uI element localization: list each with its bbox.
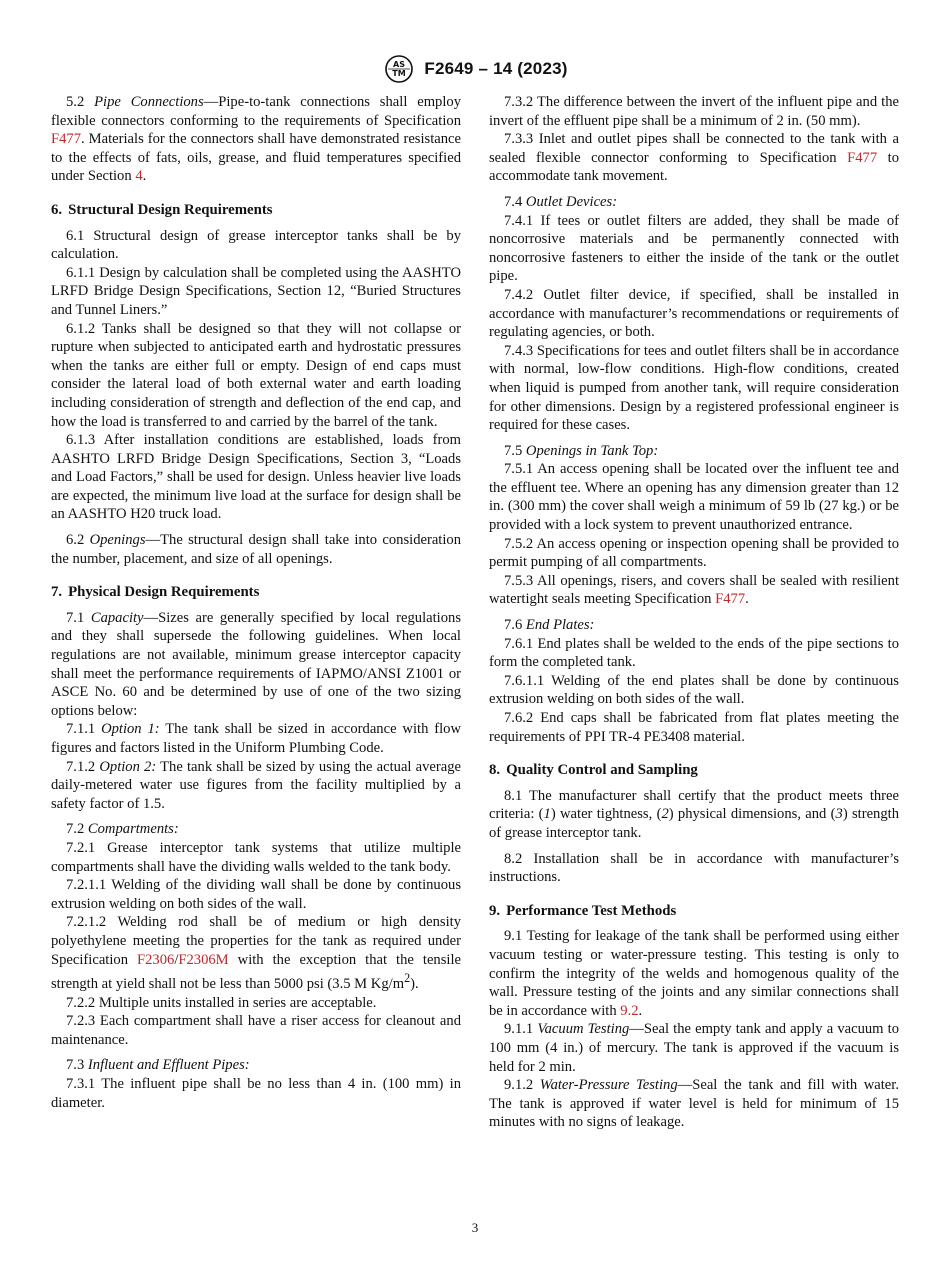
section-7-3: 7.3 Influent and Effluent Pipes:: [66, 1057, 250, 1074]
section-7-6-2: 7.6.2 End caps shall be fabricated from flat plates meeting the requirements of PPI TR-4 PE3408 material.: [489, 710, 899, 745]
section-7-2-3: 7.2.3 Each compartment shall have a riser access for cleanout and maintenance.: [51, 1013, 461, 1048]
page-header: [0, 54, 950, 84]
section-8-1: 8.1 The manufacturer shall certify that the product meets three criteria: (1) water tightness, (2) physical dimensions, and (3) strength of grease interceptor tank.: [489, 787, 899, 841]
link-f477[interactable]: F477: [51, 131, 82, 148]
section-7-5-1: 7.5.1 An access opening shall be located over the influent tee and the effluent tee. Where an opening has any dimension greater than 12 in. (300 mm) the cover shall weigh a minimum of 59 lb (27 kg.) or be provided with a lock system to prevent unauthorized entrance.: [489, 461, 899, 534]
left-column: [51, 93, 461, 1112]
right-column: [489, 93, 899, 1132]
svg-text:AS: AS: [393, 60, 406, 69]
heading-section-7: 7. Physical Design Requirements: [51, 584, 260, 601]
section-7-6-1: 7.6.1 End plates shall be welded to the ends of the pipe sections to form the completed tank.: [489, 635, 899, 671]
section-7-4-2: 7.4.2 Outlet filter device, if specified, shall be installed in accordance with manufacturer’s recommendations or requirements of regulating agencies, or both.: [489, 286, 899, 341]
link-section-4[interactable]: 4: [135, 168, 143, 185]
section-7-6-1-1: 7.6.1.1 Welding of the end plates shall be done by continuous extrusion welding on both sides of the wall.: [489, 672, 899, 708]
link-f2306m[interactable]: F2306M: [178, 951, 229, 968]
link-f2306[interactable]: F2306: [137, 951, 175, 968]
document-designation: F2649 – 14 (2023): [424, 59, 568, 78]
link-f477[interactable]: F477: [715, 591, 746, 608]
section-6-1-2: 6.1.2 Tanks shall be designed so that they will not collapse or rupture when subjected to anticipated earth and hydrostatic pressures when the tanks are either full or empty. Design of end caps must consider the lateral load of both external water and earth loading including consideration of strength and deflection of the end cap, and how the load is transferred to and carried by the barrel of the tank.: [51, 320, 461, 430]
heading-section-9: 9. Performance Test Methods: [489, 902, 677, 919]
section-7-4: 7.4 Outlet Devices:: [504, 193, 618, 210]
section-6-1: 6.1 Structural design of grease interceptor tanks shall be by calculation.: [51, 227, 461, 263]
section-6-1-3: 6.1.3 After installation conditions are established, loads from AASHTO LRFD Bridge Design Specifications, Section 3, “Loads and Load Factors,” shall be used for design. Unless heavier live loads are expected, the minimum live load at the surface for design shall be an AASHTO H20 truck load.: [51, 432, 461, 523]
section-6-2: 6.2 Openings—The structural design shall take into consideration the number, placement, and size of all openings.: [51, 532, 462, 567]
heading-section-8: 8. Quality Control and Sampling: [489, 762, 698, 779]
section-7-1-1: 7.1.1 Option 1: The tank shall be sized in accordance with flow figures and factors listed in the Uniform Plumbing Code.: [51, 721, 461, 756]
section-7-5-3: 7.5.3 All openings, risers, and covers shall be sealed with resilient watertight seals meeting Specification F477.: [489, 572, 899, 608]
astm-logo-icon: [382, 54, 416, 84]
section-7-3-1: 7.3.1 The influent pipe shall be no less than 4 in. (100 mm) in diameter.: [51, 1075, 461, 1111]
section-5-2: 5.2 Pipe Connections—Pipe-to-tank connections shall employ flexible connectors conforming to the requirements of Specification F477. Materials for the connectors shall have demonstrated resistance to the effects of fats, oils, grease, and fluid temperatures specified under Section 4.: [51, 94, 461, 185]
section-7-5: 7.5 Openings in Tank Top:: [504, 442, 659, 459]
section-7-2-2: 7.2.2 Multiple units installed in series are acceptable.: [66, 994, 377, 1011]
page-number: 3: [471, 1220, 479, 1235]
section-7-4-3: 7.4.3 Specifications for tees and outlet filters shall be in accordance with normal, low-flow conditions. High-flow conditions, created when liquid is pumped from another tank, will require consideration for other dimensions. Design by a registered professional engineer is required for these cases.: [489, 342, 899, 434]
section-7-2-1-1: 7.2.1.1 Welding of the dividing wall shall be done by continuous extrusion welding on both sides of the wall.: [51, 877, 461, 912]
link-section-9-2[interactable]: 9.2: [620, 1002, 639, 1019]
section-9-1: 9.1 Testing for leakage of the tank shall be performed using either vacuum testing or water-pressure testing. This testing is only to confirm the integrity of the welds and homogenous quality of the wall. Pressure testing of the joints and any similar connections shall be in accordance with 9.2.: [489, 928, 899, 1019]
section-7-6: 7.6 End Plates:: [504, 617, 595, 634]
section-7-5-2: 7.5.2 An access opening or inspection opening shall be provided to permit pumping of all compartments.: [489, 535, 899, 571]
section-9-1-1: 9.1.1 Vacuum Testing—Seal the empty tank and apply a vacuum to 100 mm (4 in.) of mercury. The tank is approved if the vacuum is held for 2 min.: [489, 1021, 899, 1075]
section-7-1: 7.1 Capacity—Sizes are generally specified by local regulations and they shall supersede the following guidelines. When local regulations are not available, minimum grease interceptor capacity shall meet the performance requirements of IAPMO/ANSI Z1001 or ASCE No. 60 and be determined by use of one of the two sizing options below:: [51, 609, 462, 719]
svg-text:TM: TM: [392, 69, 407, 78]
section-7-1-2: 7.1.2 Option 2: The tank shall be sized by using the actual average daily-metered water use figures from the facility multiplied by a safety factor of 1.5.: [51, 758, 461, 812]
section-8-2: 8.2 Installation shall be in accordance with manufacturer’s instructions.: [489, 850, 899, 886]
section-6-1-1: 6.1.1 Design by calculation shall be completed using the AASHTO LRFD Bridge Design Specifications, Section 12, “Buried Structures and Tunnel Liners.”: [51, 264, 461, 318]
section-7-4-1: 7.4.1 If tees or outlet filters are added, they shall be made of noncorrosive materials and be permanently connected with noncorrosive fasteners to either the inside of the tank or the outlet pipe.: [489, 212, 899, 285]
section-7-3-3: 7.3.3 Inlet and outlet pipes shall be connected to the tank with a sealed flexible connector conforming to Specification F477 to accommodate tank movement.: [489, 131, 899, 185]
section-7-2-1-2: 7.2.1.2 Welding rod shall be of medium or high density polyethylene meeting the properties for the tank as required under Specification F2306/F2306M with the exception that the tensile strength at yield shall not be less than 5000 psi (3.5 M $Kg/m^2$).: [51, 914, 461, 992]
link-f477[interactable]: F477: [847, 149, 878, 166]
section-7-2-1: 7.2.1 Grease interceptor tank systems that utilize multiple compartments shall have the dividing walls welded to the tank body.: [51, 839, 461, 875]
section-9-1-2: 9.1.2 Water-Pressure Testing—Seal the tank and fill with water. The tank is approved if water level is held for minimum of 15 minutes with no signs of leakage.: [489, 1077, 899, 1131]
section-7-2: 7.2 Compartments:: [66, 821, 179, 838]
section-7-3-2: 7.3.2 The difference between the invert of the influent pipe and the invert of the effluent pipe shall be a minimum of 2 in. (50 mm).: [489, 94, 899, 129]
heading-section-6: 6. Structural Design Requirements: [51, 201, 273, 218]
